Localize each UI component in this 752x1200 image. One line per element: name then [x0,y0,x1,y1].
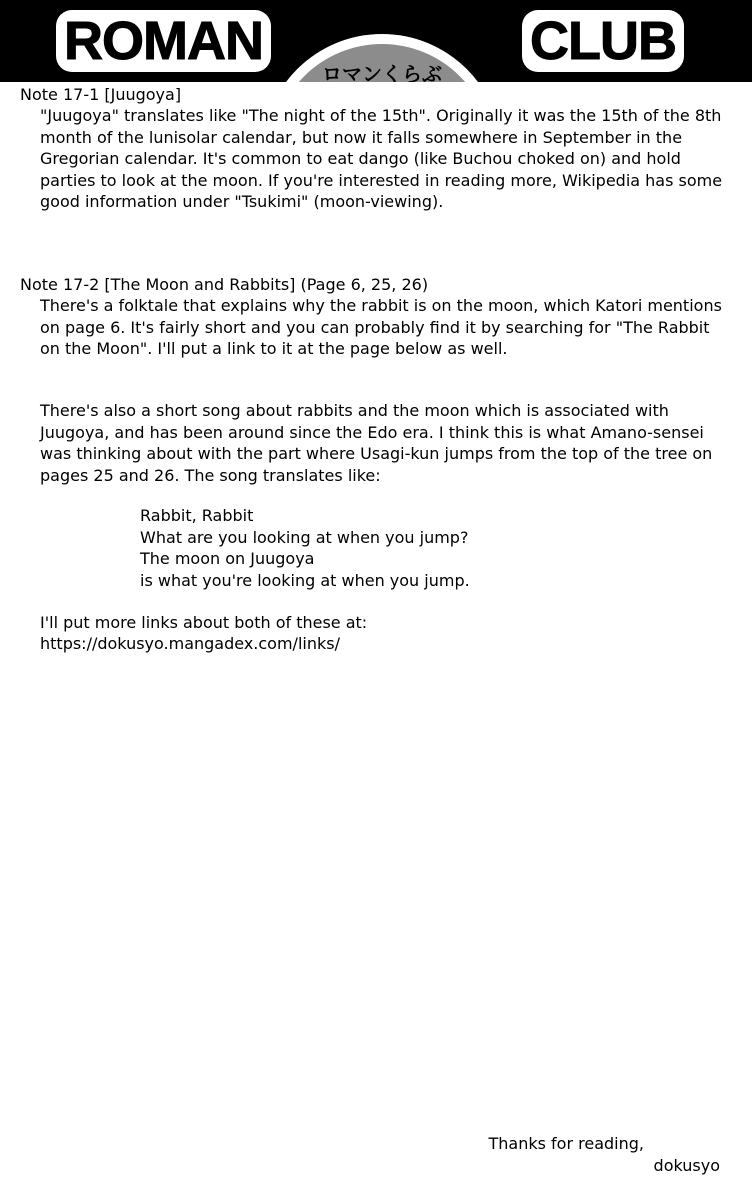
signature: dokusyo [653,1156,720,1175]
logo-roman: ROMAN [56,10,271,72]
note1-body: "Juugoya" translates like "The night of the 15th". Originally it was the 15th of the 8th month of the lunisolar calendar, but now it falls somewhere in September in the Gregorian calendar. It's common to eat dango (like Buchou choked on) and hold parties to look at the moon. If you're interested in reading more, Wikipedia has some good information under "Tsukimi" (moon-viewing). [40,106,723,211]
song-lyrics: Rabbit, Rabbit What are you looking at when you jump? The moon on Juugoya is what you're looking at when you jump. [140,506,470,590]
note2-para2: There's also a short song about rabbits and the moon which is associated with Juugoya, and has been around since the Edo era. I think this is what Amano-sensei was thinking about with the part where Usagi-kun jumps from the top of the tree on pages 25 and 26. The song translates like: [40,401,713,485]
logo-club: CLUB [522,10,684,72]
note2-para1: There's a folktale that explains why the rabbit is on the moon, which Katori mentions on page 6. It's fairly short and you can probably find it by searching for "The Rabbit on the Moon". I'll put a link to it at the page below as well. [40,296,722,358]
note1-title: Note 17-1 [Juugoya] [20,85,182,104]
links-intro: I'll put more links about both of these at: [40,613,368,632]
note2-title: Note 17-2 [The Moon and Rabbits] (Page 6, 25, 26) [20,275,429,294]
header-arch-text: ロマンくらぶ [322,62,442,82]
header-banner [0,0,752,82]
thanks-text: Thanks for reading, [488,1134,644,1153]
links-url[interactable]: https://dokusyo.mangadex.com/links/ [40,634,340,653]
